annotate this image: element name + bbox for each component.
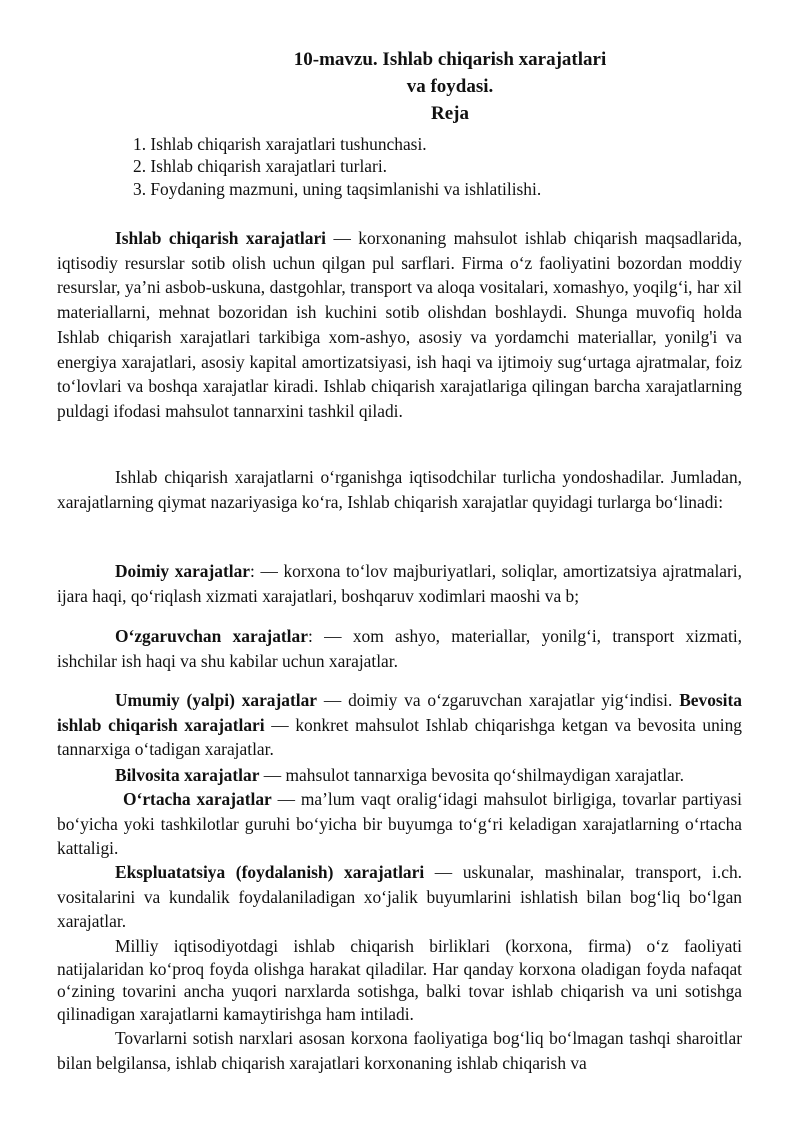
term: Bevosita ishlab chiqarish xarajatlari (57, 690, 742, 735)
paragraph-5 (57, 688, 742, 762)
title-line-2: va foydasi. (406, 75, 494, 97)
paragraph-3 (57, 559, 742, 608)
page-title (200, 47, 700, 128)
plan-item: 1. Ishlab chiqarish xarajatlari tushunchasi. (133, 134, 427, 154)
plan-list (133, 133, 541, 200)
term: Umumiy (yalpi) xarajatlar (115, 690, 318, 710)
term: Ishlab chiqarish xarajatlari (115, 228, 327, 248)
paragraph-text: — uskunalar, mashinalar, transport, i.ch. vositalarini va kundalik foydalaniladigan xo‘jalik buyumlarini ishlatish bilan bog‘liq bo‘lgan xarajatlar. (57, 862, 742, 932)
reja-heading: Reja (431, 102, 469, 124)
paragraph-text: : — xom ashyo, materiallar, yonilg‘i, transport xizmati, ishchilar ish haqi va shu kabilar uchun xarajatlar. (57, 626, 742, 671)
paragraph-2 (57, 465, 742, 514)
paragraph-8 (57, 860, 742, 934)
plan-item: 3. Foydaning mazmuni, uning taqsimlanishi va ishlatilishi. (133, 178, 542, 199)
paragraph-7 (57, 787, 742, 861)
paragraph-6 (57, 763, 742, 788)
paragraph-text: Milliy iqtisodiyotdagi ishlab chiqarish birliklari (korxona, firma) o‘z faoliyati natijalaridan ko‘proq foyda olishga harakat qiladilar. Har qanday korxona oladigan foyda nafaqat o‘zining tovarini ancha yuqori narxlarda sotishga, balki tovar ishlab chiqarish va uni sotishga qilinadigan xarajatlarni kamaytirishga ham intiladi. (57, 936, 742, 1024)
paragraph-text: Ishlab chiqarish xarajatlarni o‘rganishga iqtisodchilar turlicha yondoshadilar. Jumladan, xarajatlarning qiymat nazariyasiga ko‘ra, Ishlab chiqarish xarajatlar quyidagi turlarga bo‘linadi: (57, 467, 742, 512)
title-line-1: 10-mavzu. Ishlab chiqarish xarajatlari (293, 49, 607, 70)
paragraph-10 (57, 1026, 742, 1075)
paragraph-text: — mahsulot tannarxiga bevosita qo‘shilmaydigan xarajatlar. (259, 765, 684, 785)
term: Ekspluatatsiya (foydalanish) xarajatlari (115, 862, 425, 882)
term: O‘zgaruvchan xarajatlar (115, 626, 308, 646)
term: Doimiy xarajatlar (115, 561, 251, 581)
paragraph-1 (57, 226, 742, 424)
paragraph-9 (57, 935, 742, 1026)
term: O‘rtacha xarajatlar (123, 789, 272, 809)
term: Bilvosita xarajatlar (115, 765, 260, 785)
paragraph-text: — ma’lum vaqt oralig‘idagi mahsulot birligiga, tovarlar partiyasi bo‘yicha yoki tashkilotlar guruhi bo‘yicha bir buyumga to‘g‘ri keladigan xarajatlarning o‘rtacha kattaligi. (57, 789, 742, 859)
paragraph-text: — konkret mahsulot Ishlab chiqarishga ketgan va bevosita uning tannarxiga o‘tadigan xarajatlar. (57, 714, 742, 760)
paragraph-text: : — korxona to‘lov majburiyatlari, soliqlar, amortizatsiya ajratmalari, ijara haqi, qo‘riqlash xizmati xarajatlari, boshqaruv xodimlari maoshi va b; (57, 561, 742, 606)
plan-item: 2. Ishlab chiqarish xarajatlari turlari. (133, 156, 387, 177)
paragraph-text: — korxonaning mahsulot ishlab chiqarish maqsadlarida, iqtisodiy resurslar sotib olish uchun qilgan pul sarflari. Firma o‘z faoliyatini bozordan moddiy resurslar, ya’ni asbob-uskuna, dastgohlar, transport va aloqa vositalari, xomashyo, yoqilg‘i, har xil materiallarni, mehnat bozoridan ish kuchini sotib olishdan boshlaydi. Shunga muvofiq holda Ishlab chiqarish xarajatlari tarkibiga xom-ashyo, asosiy va yordamchi materiallar, yonilg'i va energiya xarajatlari, asosiy kapital amortizatsiyasi, ish haqi va ijtimoiy sug‘urtaga ajratmalar, foiz to‘lovlari va boshqa xarajatlar kiradi. Ishlab chiqarish xarajatlariga qilingan barcha xarajatlarning puldagi ifodasi mahsulot tannarxini tashkil qiladi. (57, 228, 742, 421)
paragraph-text: Tovarlarni sotish narxlari asosan korxona faoliyatiga bog‘liq bo‘lmagan tashqi sharoitlar bilan belgilansa, ishlab chiqarish xarajatlari korxonaning ishlab chiqarish va (57, 1028, 742, 1073)
paragraph-text: — doimiy va o‘zgaruvchan xarajatlar yig‘indisi. (317, 690, 680, 710)
paragraph-4 (57, 624, 742, 673)
